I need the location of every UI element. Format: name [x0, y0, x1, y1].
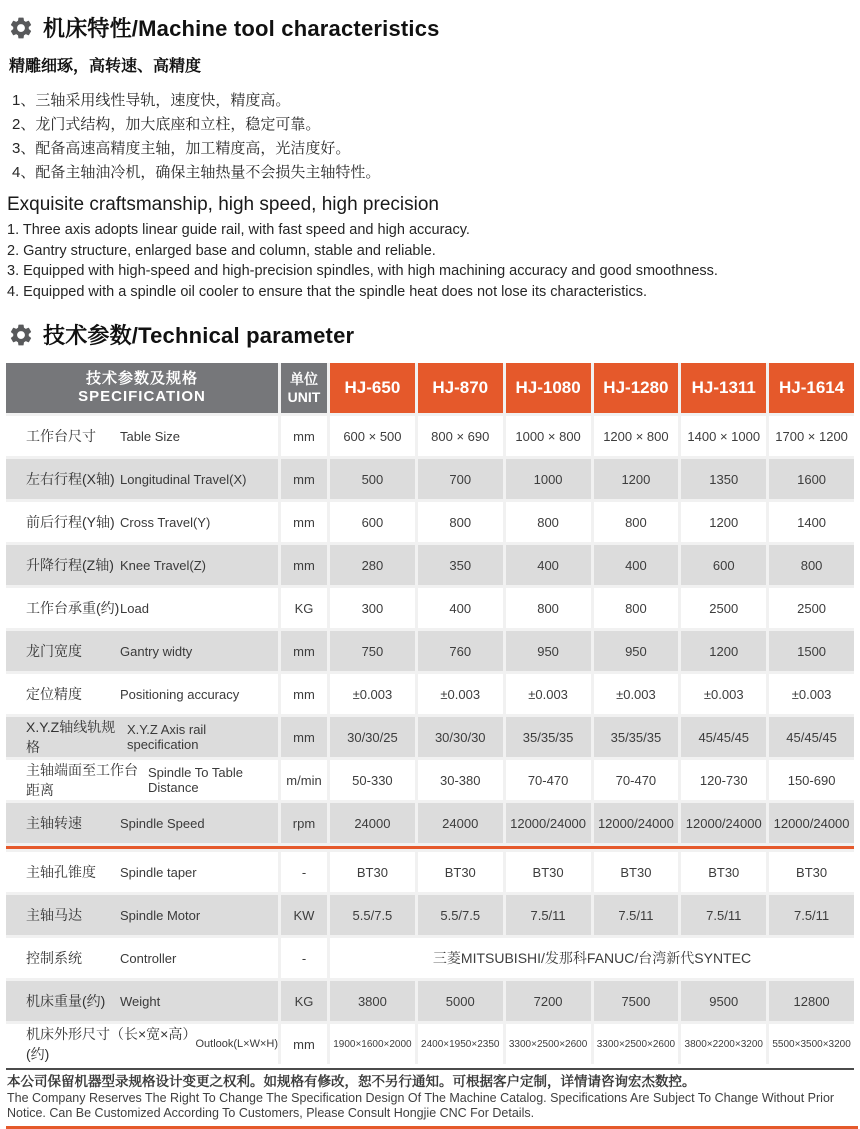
list-item: 4. Equipped with a spindle oil cooler to ensure that the spindle heat does not lose its characteristics.: [7, 283, 647, 300]
value-cell: 3300×2500×2600: [594, 1024, 679, 1064]
merged-value-cell: 三菱MITSUBISHI/发那科FANUC/台湾新代SYNTEC: [330, 938, 854, 978]
value-cell: 400: [506, 545, 591, 585]
value-cell: 12000/24000: [681, 803, 766, 843]
row-unit-cell: mm: [281, 674, 327, 714]
value-cell: 1900×1600×2000: [330, 1024, 415, 1064]
value-cell: 2500: [681, 588, 766, 628]
value-cell: 600: [330, 502, 415, 542]
en-feature-list: [7, 220, 854, 302]
value-cell: 5.5/7.5: [330, 895, 415, 935]
value-cell: 600 × 500: [330, 416, 415, 456]
value-cell: ±0.003: [769, 674, 854, 714]
row-label-cell: X.Y.Z轴线轨规格 X.Y.Z Axis rail specification: [6, 717, 278, 757]
row-unit-cell: mm: [281, 631, 327, 671]
value-cell: 750: [330, 631, 415, 671]
value-cell: ±0.003: [681, 674, 766, 714]
value-cell: 800: [418, 502, 503, 542]
value-cell: 5000: [418, 981, 503, 1021]
value-cell: 24000: [330, 803, 415, 843]
value-cell: ±0.003: [506, 674, 591, 714]
parameters-section-header: [8, 319, 854, 350]
value-cell: 12000/24000: [506, 803, 591, 843]
value-cell: 12800: [769, 981, 854, 1021]
value-cell: 7500: [594, 981, 679, 1021]
row-label-cell: 主轴端面至工作台距离 Spindle To Table Distance: [6, 760, 278, 800]
row-unit-cell: -: [281, 852, 327, 892]
value-cell: BT30: [594, 852, 679, 892]
en-feature-title: Exquisite craftsmanship, high speed, high precision: [7, 194, 439, 215]
value-cell: 300: [330, 588, 415, 628]
row-label-cell: 机床外形尺寸（长×宽×高）(约) Outlook(L×W×H): [6, 1024, 278, 1064]
gear-icon: [8, 322, 34, 348]
value-cell: 45/45/45: [769, 717, 854, 757]
value-cell: 280: [330, 545, 415, 585]
model-column-header: HJ-870: [418, 363, 503, 413]
list-item: 4、配备主轴油冷机，确保主轴热量不会损失主轴特性。: [12, 164, 381, 181]
model-column-header: HJ-1280: [594, 363, 679, 413]
value-cell: 7.5/11: [594, 895, 679, 935]
row-unit-cell: KG: [281, 588, 327, 628]
model-column-header: HJ-1614: [769, 363, 854, 413]
technical-parameter-table: [6, 363, 854, 1064]
value-cell: 800: [506, 502, 591, 542]
row-unit-cell: m/min: [281, 760, 327, 800]
value-cell: ±0.003: [594, 674, 679, 714]
value-cell: ±0.003: [418, 674, 503, 714]
footer-disclaimer-en: The Company Reserves The Right To Change The Specification Design Of The Machine Catalog. Specifications Are Subject To Change Without Prior Notice. Can Be Customized According To Customers, Please Consult Hongjie CNC For Details.: [7, 1091, 835, 1120]
orange-divider: [6, 846, 854, 849]
value-cell: 700: [418, 459, 503, 499]
value-cell: 400: [594, 545, 679, 585]
list-item: 2、龙门式结构，加大底座和立柱，稳定可靠。: [12, 116, 321, 133]
value-cell: 760: [418, 631, 503, 671]
row-label-cell: 主轴转速 Spindle Speed: [6, 803, 278, 843]
value-cell: BT30: [330, 852, 415, 892]
spec-header-cell: 技术参数及规格 SPECIFICATION: [6, 363, 278, 413]
value-cell: 3800: [330, 981, 415, 1021]
list-item: 2. Gantry structure, enlarged base and column, stable and reliable.: [7, 242, 436, 259]
cn-feature-list: [12, 89, 854, 185]
value-cell: 150-690: [769, 760, 854, 800]
value-cell: 30-380: [418, 760, 503, 800]
value-cell: 1200: [681, 631, 766, 671]
value-cell: 30/30/30: [418, 717, 503, 757]
value-cell: 5500×3500×3200: [769, 1024, 854, 1064]
row-unit-cell: mm: [281, 502, 327, 542]
value-cell: 70-470: [594, 760, 679, 800]
value-cell: 5.5/7.5: [418, 895, 503, 935]
value-cell: 800: [506, 588, 591, 628]
row-label-cell: 机床重量(约) Weight: [6, 981, 278, 1021]
list-item: 1. Three axis adopts linear guide rail, with fast speed and high accuracy.: [7, 222, 470, 238]
model-column-header: HJ-1311: [681, 363, 766, 413]
value-cell: 3300×2500×2600: [506, 1024, 591, 1064]
value-cell: 350: [418, 545, 503, 585]
value-cell: BT30: [506, 852, 591, 892]
value-cell: 1700 × 1200: [769, 416, 854, 456]
value-cell: 12000/24000: [769, 803, 854, 843]
value-cell: 35/35/35: [506, 717, 591, 757]
row-label-cell: 左右行程(X轴) Longitudinal Travel(X): [6, 459, 278, 499]
value-cell: BT30: [418, 852, 503, 892]
row-label-cell: 工作台尺寸 Table Size: [6, 416, 278, 456]
value-cell: 50-330: [330, 760, 415, 800]
row-unit-cell: mm: [281, 416, 327, 456]
value-cell: 7.5/11: [681, 895, 766, 935]
value-cell: 1500: [769, 631, 854, 671]
value-cell: 2400×1950×2350: [418, 1024, 503, 1064]
value-cell: 1400: [769, 502, 854, 542]
value-cell: 800: [594, 588, 679, 628]
value-cell: 1000: [506, 459, 591, 499]
value-cell: 7.5/11: [769, 895, 854, 935]
value-cell: 800 × 690: [418, 416, 503, 456]
value-cell: ±0.003: [330, 674, 415, 714]
value-cell: 70-470: [506, 760, 591, 800]
value-cell: 3800×2200×3200: [681, 1024, 766, 1064]
row-label-cell: 控制系统 Controller: [6, 938, 278, 978]
list-item: 3、配备高速高精度主轴，加工精度高，光洁度好。: [12, 140, 351, 157]
characteristics-section-header: [8, 12, 854, 43]
parameters-title: 技术参数/Technical parameter: [43, 323, 355, 348]
value-cell: 1600: [769, 459, 854, 499]
value-cell: 7.5/11: [506, 895, 591, 935]
value-cell: 1200 × 800: [594, 416, 679, 456]
row-label-cell: 工作台承重(约) Load: [6, 588, 278, 628]
value-cell: BT30: [681, 852, 766, 892]
value-cell: 1400 × 1000: [681, 416, 766, 456]
gear-icon: [8, 15, 34, 41]
value-cell: 30/30/25: [330, 717, 415, 757]
row-label-cell: 主轴孔锥度 Spindle taper: [6, 852, 278, 892]
list-item: 3. Equipped with high-speed and high-precision spindles, with high machining accuracy and good smoothness.: [7, 263, 718, 279]
value-cell: 1200: [594, 459, 679, 499]
value-cell: 950: [594, 631, 679, 671]
value-cell: 12000/24000: [594, 803, 679, 843]
row-label-cell: 前后行程(Y轴) Cross Travel(Y): [6, 502, 278, 542]
model-column-header: HJ-650: [330, 363, 415, 413]
row-unit-cell: mm: [281, 1024, 327, 1064]
value-cell: 2500: [769, 588, 854, 628]
value-cell: 800: [769, 545, 854, 585]
value-cell: 950: [506, 631, 591, 671]
value-cell: 500: [330, 459, 415, 499]
row-unit-cell: mm: [281, 545, 327, 585]
value-cell: 9500: [681, 981, 766, 1021]
value-cell: 7200: [506, 981, 591, 1021]
row-label-cell: 主轴马达 Spindle Motor: [6, 895, 278, 935]
characteristics-subtitle: 精雕细琢，高转速、高精度: [9, 58, 202, 75]
row-label-cell: 龙门宽度 Gantry widty: [6, 631, 278, 671]
row-unit-cell: mm: [281, 717, 327, 757]
row-unit-cell: mm: [281, 459, 327, 499]
row-unit-cell: -: [281, 938, 327, 978]
row-label-cell: 定位精度 Positioning accuracy: [6, 674, 278, 714]
value-cell: 800: [594, 502, 679, 542]
value-cell: 1200: [681, 502, 766, 542]
table-bottom-rule: [6, 1068, 854, 1070]
value-cell: BT30: [769, 852, 854, 892]
row-unit-cell: KG: [281, 981, 327, 1021]
row-label-cell: 升降行程(Z轴) Knee Travel(Z): [6, 545, 278, 585]
model-column-header: HJ-1080: [506, 363, 591, 413]
value-cell: 24000: [418, 803, 503, 843]
unit-header-cell: 单位 UNIT: [281, 363, 327, 413]
value-cell: 120-730: [681, 760, 766, 800]
value-cell: 1350: [681, 459, 766, 499]
footer-disclaimer-cn: 本公司保留机器型录规格设计变更之权利。如规格有修改，恕不另行通知。可根据客户定制，详情请咨询宏杰数控。: [7, 1074, 696, 1089]
row-unit-cell: KW: [281, 895, 327, 935]
footer: [7, 1073, 854, 1121]
characteristics-title: 机床特性/Machine tool characteristics: [43, 16, 440, 41]
value-cell: 400: [418, 588, 503, 628]
list-item: 1、三轴采用线性导轨，速度快，精度高。: [12, 92, 291, 109]
value-cell: 600: [681, 545, 766, 585]
row-unit-cell: rpm: [281, 803, 327, 843]
value-cell: 1000 × 800: [506, 416, 591, 456]
value-cell: 35/35/35: [594, 717, 679, 757]
value-cell: 45/45/45: [681, 717, 766, 757]
